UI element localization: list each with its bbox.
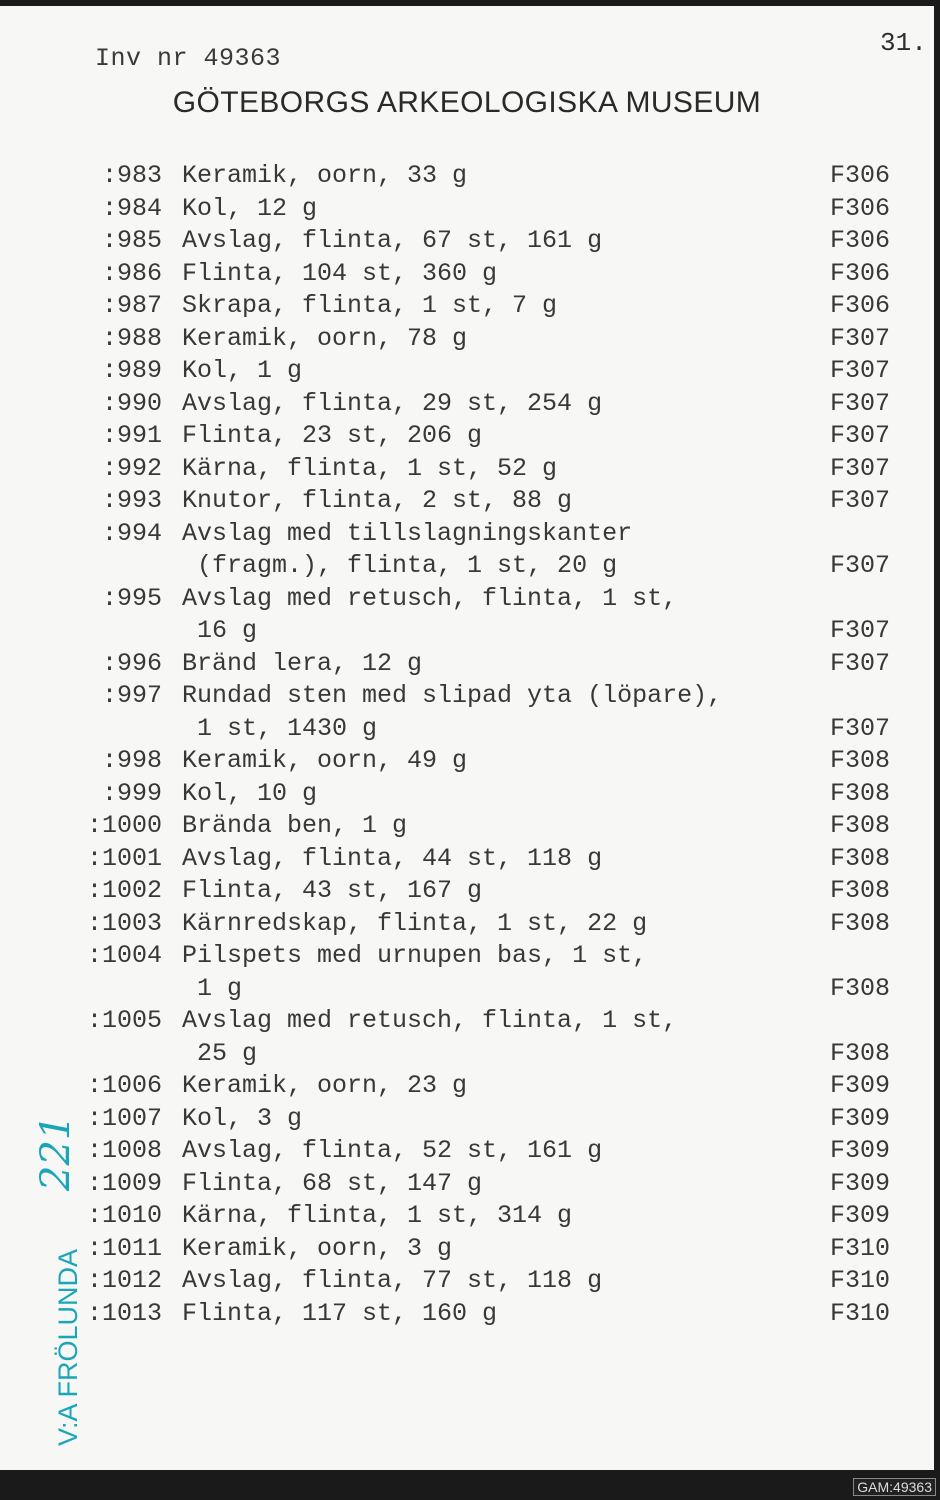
- entry-description: Flinta, 104 st, 360 g: [182, 258, 498, 288]
- entry-location: F310: [830, 1266, 891, 1295]
- entry-description: Keramik, oorn, 33 g: [182, 161, 468, 190]
- entry-description: Flinta, 68 st, 147 g: [182, 1168, 483, 1198]
- entry-description: Keramik, oorn, 23 g: [182, 1071, 468, 1100]
- entry-description: Flinta, 43 st, 167 g: [182, 876, 483, 905]
- entry-number: :989: [101, 356, 162, 385]
- entry-row: [0, 616, 934, 649]
- entry-location: F308: [830, 1038, 891, 1068]
- entry-location: F307: [830, 713, 891, 743]
- catalog-card: [0, 6, 934, 1470]
- stamp-site-number: 221: [33, 1114, 79, 1191]
- entry-row: [0, 389, 934, 422]
- entry-number: :1002: [86, 876, 162, 905]
- entry-location: F307: [830, 323, 891, 353]
- entry-location: F308: [830, 843, 891, 873]
- entry-description: Avslag med retusch, flinta, 1 st,: [182, 583, 678, 613]
- entry-number: :995: [101, 583, 162, 613]
- entry-row: [0, 584, 934, 617]
- entry-row: [0, 226, 934, 259]
- entry-number: :988: [101, 323, 162, 353]
- entry-location: F309: [830, 1103, 891, 1133]
- entry-row: [0, 909, 934, 942]
- entry-location: F310: [830, 1233, 891, 1263]
- entry-number: :999: [101, 778, 162, 808]
- entry-description: Avslag med retusch, flinta, 1 st,: [182, 1006, 678, 1035]
- entry-row: [0, 1169, 934, 1202]
- entry-row: [0, 844, 934, 877]
- entry-row: [0, 324, 934, 357]
- entry-row: [0, 291, 934, 324]
- entry-description: Kol, 12 g: [182, 193, 318, 223]
- entry-location: F307: [830, 421, 891, 450]
- entry-description: 1 g: [182, 973, 243, 1003]
- entry-location: F308: [830, 811, 891, 840]
- entry-description: Knutor, flinta, 2 st, 88 g: [182, 486, 573, 515]
- entry-number: :1012: [86, 1266, 162, 1295]
- entry-number: :1006: [86, 1071, 162, 1100]
- entry-row: [0, 454, 934, 487]
- entry-number: :990: [101, 388, 162, 418]
- entry-row: [0, 1136, 934, 1169]
- entry-description: Avslag, flinta, 52 st, 161 g: [182, 1136, 603, 1165]
- entry-number: :983: [101, 161, 162, 190]
- entry-number: :996: [101, 648, 162, 678]
- entry-location: F309: [830, 1136, 891, 1165]
- entry-number: :986: [101, 258, 162, 288]
- entry-number: :994: [101, 518, 162, 548]
- entry-number: :1009: [86, 1168, 162, 1198]
- entry-location: F309: [830, 1201, 891, 1230]
- entry-description: Brända ben, 1 g: [182, 811, 408, 840]
- entry-row: [0, 974, 934, 1007]
- entry-number: :1000: [86, 811, 162, 840]
- entry-row: [0, 259, 934, 292]
- entry-row: [0, 714, 934, 747]
- entry-location: F307: [830, 648, 891, 678]
- entry-description: Avslag, flinta, 44 st, 118 g: [182, 843, 603, 873]
- entry-row: [0, 194, 934, 227]
- entry-description: Avslag med tillslagningskanter: [182, 518, 633, 548]
- entry-location: F306: [830, 193, 891, 223]
- entry-description: Keramik, oorn, 49 g: [182, 746, 468, 775]
- entry-row: [0, 1006, 934, 1039]
- entry-row: [0, 779, 934, 812]
- entry-description: Avslag, flinta, 29 st, 254 g: [182, 388, 603, 418]
- entry-row: [0, 1266, 934, 1299]
- entry-row: [0, 1234, 934, 1267]
- entry-number: :984: [101, 193, 162, 223]
- entry-description: Bränd lera, 12 g: [182, 648, 423, 678]
- entry-location: F308: [830, 746, 891, 775]
- entry-location: F309: [830, 1071, 891, 1100]
- entry-description: Avslag, flinta, 77 st, 118 g: [182, 1266, 603, 1295]
- entry-description: Avslag, flinta, 67 st, 161 g: [182, 226, 603, 255]
- entry-number: :985: [101, 226, 162, 255]
- entry-row: [0, 421, 934, 454]
- entry-description: Kol, 10 g: [182, 778, 318, 808]
- entry-row: [0, 1299, 934, 1332]
- entry-location: F310: [830, 1298, 891, 1328]
- entry-number: :1013: [86, 1298, 162, 1328]
- entry-description: Rundad sten med slipad yta (löpare),: [182, 681, 723, 710]
- entry-row: [0, 519, 934, 552]
- entry-number: :997: [101, 681, 162, 710]
- entry-location: F307: [830, 453, 891, 483]
- stamp-site-name: V:A FRÖLUNDA: [53, 1248, 83, 1446]
- entry-number: :1004: [86, 941, 162, 970]
- entry-row: [0, 1039, 934, 1072]
- entry-row: [0, 941, 934, 974]
- entry-description: Keramik, oorn, 78 g: [182, 323, 468, 353]
- entry-description: Kärnredskap, flinta, 1 st, 22 g: [182, 908, 648, 938]
- entry-location: F306: [830, 161, 891, 190]
- entry-row: [0, 486, 934, 519]
- entry-location: F309: [830, 1168, 891, 1198]
- entry-number: :1007: [86, 1103, 162, 1133]
- museum-title: GÖTEBORGS ARKEOLOGISKA MUSEUM: [172, 86, 762, 119]
- entry-number: :1010: [86, 1201, 162, 1230]
- page-number: 31.: [880, 28, 927, 58]
- entry-description: Kol, 3 g: [182, 1103, 303, 1133]
- entry-description: Kärna, flinta, 1 st, 52 g: [182, 453, 558, 483]
- entry-location: F306: [830, 291, 891, 320]
- entry-description: 16 g: [182, 616, 258, 645]
- entry-location: F306: [830, 226, 891, 255]
- archive-id: GAM:49363: [853, 1478, 936, 1496]
- entry-location: F308: [830, 973, 891, 1003]
- entry-number: :992: [101, 453, 162, 483]
- entry-number: :1011: [86, 1233, 162, 1263]
- entry-row: [0, 161, 934, 194]
- entry-location: F307: [830, 388, 891, 418]
- site-stamp: [33, 1081, 85, 1451]
- entry-location: F308: [830, 908, 891, 938]
- entry-number: :1001: [86, 843, 162, 873]
- entry-location: F308: [830, 876, 891, 905]
- entry-number: :1003: [86, 908, 162, 938]
- entry-description: Keramik, oorn, 3 g: [182, 1233, 453, 1263]
- entry-description: Skrapa, flinta, 1 st, 7 g: [182, 291, 558, 320]
- entry-number: :1005: [86, 1006, 162, 1035]
- entry-row: [0, 1104, 934, 1137]
- entry-description: 25 g: [182, 1038, 258, 1068]
- entry-row: [0, 811, 934, 844]
- entry-location: F306: [830, 258, 891, 288]
- entry-location: F307: [830, 486, 891, 515]
- entry-row: [0, 1071, 934, 1104]
- entry-row: [0, 1201, 934, 1234]
- entry-description: Flinta, 117 st, 160 g: [182, 1298, 498, 1328]
- entry-row: [0, 649, 934, 682]
- entry-number: :998: [101, 746, 162, 775]
- entry-description: Kärna, flinta, 1 st, 314 g: [182, 1201, 573, 1230]
- entry-number: :993: [101, 486, 162, 515]
- entry-location: F307: [830, 616, 891, 645]
- entry-description: Pilspets med urnupen bas, 1 st,: [182, 941, 648, 970]
- entry-row: [0, 746, 934, 779]
- entry-row: [0, 551, 934, 584]
- entry-row: [0, 356, 934, 389]
- entry-location: F307: [830, 551, 891, 580]
- entry-number: :987: [101, 291, 162, 320]
- entry-location: F308: [830, 778, 891, 808]
- entry-number: :991: [101, 421, 162, 450]
- entry-location: F307: [830, 356, 891, 385]
- entry-description: Flinta, 23 st, 206 g: [182, 421, 483, 450]
- entry-description: Kol, 1 g: [182, 356, 303, 385]
- entry-description: 1 st, 1430 g: [182, 713, 378, 743]
- entry-row: [0, 876, 934, 909]
- inventory-number: Inv nr 49363: [95, 44, 282, 73]
- entry-row: [0, 681, 934, 714]
- entry-description: (fragm.), flinta, 1 st, 20 g: [182, 551, 618, 580]
- entry-number: :1008: [86, 1136, 162, 1165]
